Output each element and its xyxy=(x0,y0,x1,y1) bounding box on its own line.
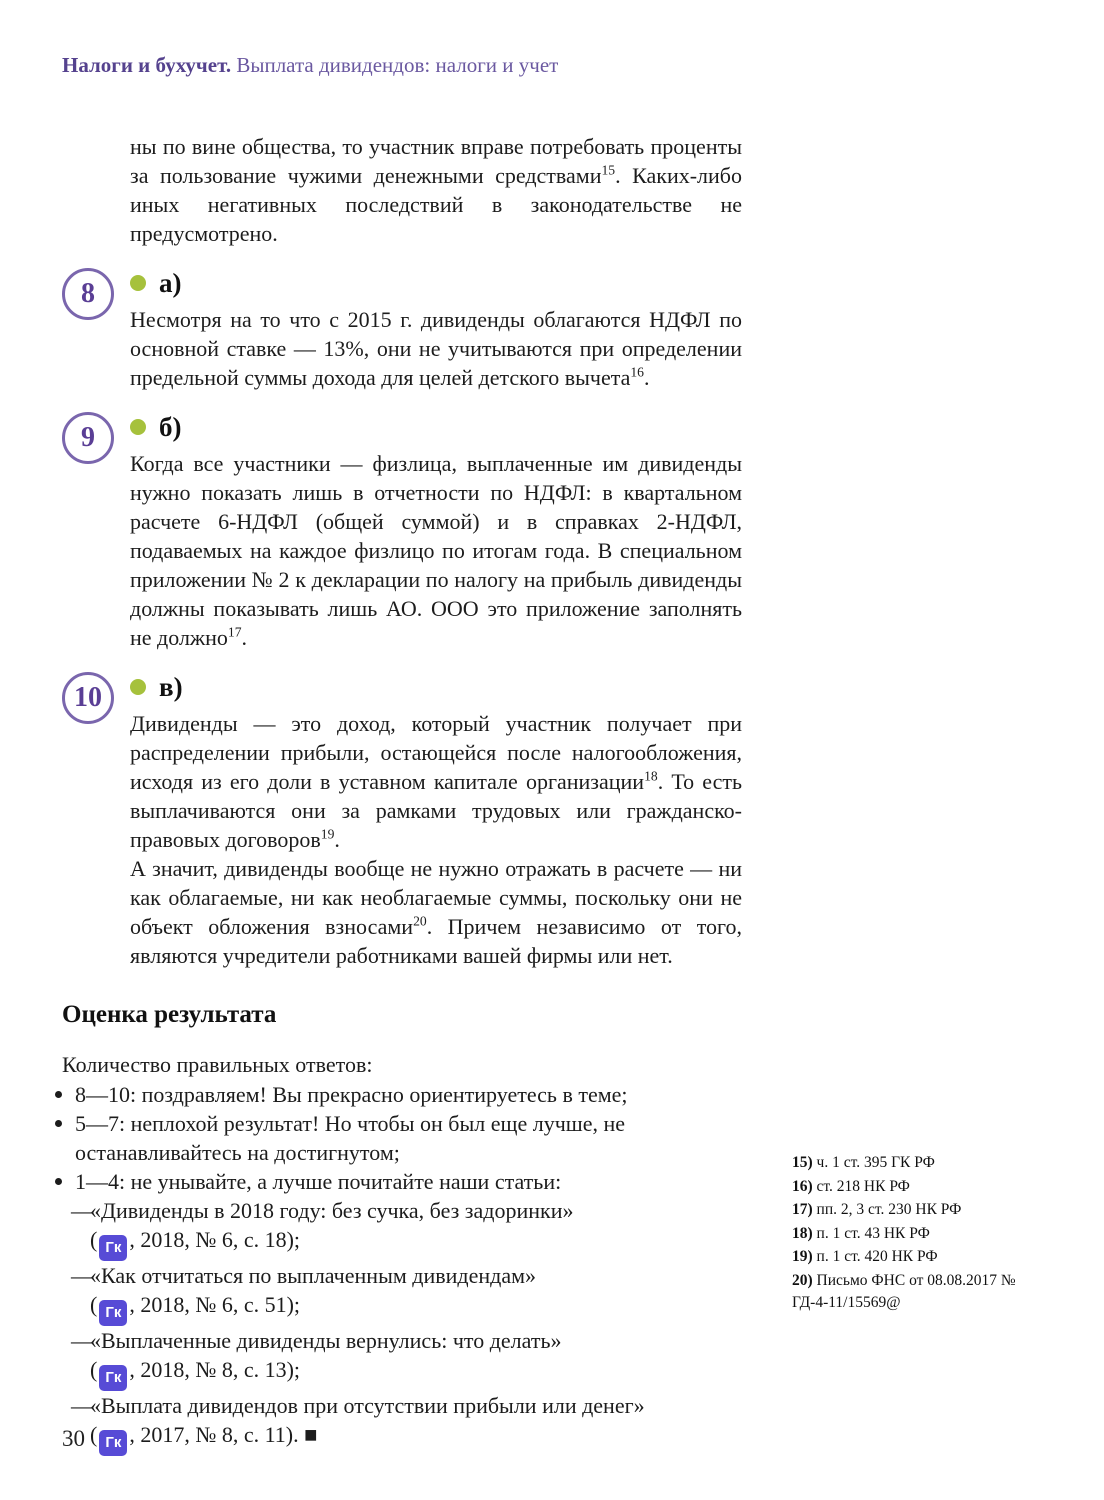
results-heading: Оценка результата xyxy=(62,1001,277,1028)
gk-magazine-badge-icon: Гк xyxy=(99,1365,127,1391)
answer-letter: б) xyxy=(159,412,182,442)
article-reference xyxy=(90,1355,742,1391)
footnote-label: 20) xyxy=(792,1271,813,1289)
score-item-text: 5—7: неплохой результат! Но чтобы он был еще лучше, не останавливайтесь на достигнутом; xyxy=(75,1111,626,1165)
recommended-articles-list xyxy=(72,1196,742,1456)
question-8 xyxy=(81,266,742,392)
ref-open: ( xyxy=(90,1227,98,1252)
article-item xyxy=(72,1326,742,1391)
running-head-article-title: Выплата дивидендов: налоги и учет xyxy=(231,53,559,77)
dash-marker: — xyxy=(71,1263,93,1288)
footnote xyxy=(792,1176,1020,1199)
answer-heading xyxy=(130,266,742,300)
footnote-text: п. 1 ст. 43 НК РФ xyxy=(816,1224,930,1242)
question-9 xyxy=(81,410,742,652)
answer-letter: в) xyxy=(159,672,183,702)
question-number-badge: 8 xyxy=(62,268,114,320)
answer-paragraph: А значит, дивиденды вообще не нужно отражать в расчете — ни как облагаемые, ни как необлагаемые суммы, поскольку они не объект обложения взносами$^{20}$. Причем независимо от того, являются учредители работниками вашей фирмы или нет. xyxy=(130,856,743,968)
footnote-text: п. 1 ст. 420 НК РФ xyxy=(816,1248,938,1265)
footnote-label: 16) xyxy=(792,1177,813,1195)
article-reference xyxy=(90,1420,742,1456)
score-item-text: 8—10: поздравляем! Вы прекрасно ориентируетесь в теме; xyxy=(75,1082,628,1107)
article-title: «Как отчитаться по выплаченным дивидендам» xyxy=(90,1263,537,1288)
dash-marker: — xyxy=(71,1328,93,1353)
results-lead: Количество правильных ответов: xyxy=(62,1052,373,1077)
gk-magazine-badge-icon: Гк xyxy=(99,1430,127,1456)
question-number-badge: 9 xyxy=(62,412,114,464)
footnote xyxy=(792,1152,1020,1175)
ref-rest: , 2018, № 6, с. 18); xyxy=(129,1227,301,1252)
footnotes-column xyxy=(792,1152,1020,1316)
article-item xyxy=(72,1261,742,1326)
article-title: «Дивиденды в 2018 году: без сучка, без задоринки» xyxy=(90,1198,574,1223)
gk-magazine-badge-icon: Гк xyxy=(99,1300,127,1326)
bullet-dot-icon xyxy=(130,679,146,695)
list-bullet-icon xyxy=(55,1178,62,1185)
score-item-text: 1—4: не унывайте, а лучше почитайте наши статьи: xyxy=(75,1169,562,1194)
ref-open: ( xyxy=(90,1422,98,1447)
article-item xyxy=(72,1196,742,1261)
results-section xyxy=(62,1000,742,1456)
answer-paragraph: Когда все участники — физлица, выплаченные им дивиденды нужно показать лишь в отчетности по НДФЛ: в квартальном расчете 6-НДФЛ (общей суммой) и в справках 2-НДФЛ, подаваемых на каждое физлицо по итогам года. В специальном приложении № 2 к декларации по налогу на прибыль дивиденды должны показывать лишь АО. ООО это приложение заполнять не должно$^{17}$. xyxy=(130,451,742,650)
list-bullet-icon xyxy=(55,1091,62,1098)
footnote xyxy=(792,1223,1020,1246)
dash-marker: — xyxy=(71,1198,93,1223)
footnote-text: Письмо ФНС от 08.08.2017 № ГД-4-11/15569@ xyxy=(792,1271,1016,1311)
footnote-text: ч. 1 ст. 395 ГК РФ xyxy=(816,1154,935,1171)
answer-paragraph: Несмотря на то что с 2015 г. дивиденды облагаются НДФЛ по основной ставке — 13%, они не учитываются при определении предельной суммы дохода для целей детского вычета$^{16}$. xyxy=(130,307,742,390)
ref-rest: , 2017, № 8, с. 11). ■ xyxy=(129,1422,318,1447)
article-reference xyxy=(90,1290,742,1326)
ref-open: ( xyxy=(90,1292,98,1317)
footnote-text: пп. 2, 3 ст. 230 НК РФ xyxy=(816,1201,962,1218)
footnote-text: ст. 218 НК РФ xyxy=(816,1177,910,1195)
question-number-badge: 10 xyxy=(62,672,114,724)
page-number: 30 xyxy=(62,1426,85,1451)
intro-paragraph: ны по вине общества, то участник вправе потребовать проценты за пользование чужими денежными средствами$^{15}$. Каких-либо иных негативных последствий в законодательстве не предусмотрено. xyxy=(130,134,742,246)
footnote xyxy=(792,1246,1020,1269)
score-item xyxy=(62,1080,742,1109)
ref-open: ( xyxy=(90,1357,98,1382)
answer-heading xyxy=(130,670,742,704)
footnote-label: 18) xyxy=(792,1224,813,1242)
footnote xyxy=(792,1199,1020,1222)
gk-magazine-badge-icon: Гк xyxy=(99,1235,127,1261)
footnote-label: 15) xyxy=(792,1154,813,1171)
footnote xyxy=(792,1270,1020,1315)
running-head-rubric: Налоги и бухучет. xyxy=(62,53,232,77)
article-title: «Выплата дивидендов при отсутствии прибыли или денег» xyxy=(90,1393,645,1418)
bullet-dot-icon xyxy=(130,419,146,435)
article-title: «Выплаченные дивиденды вернулись: что делать» xyxy=(90,1328,562,1353)
ref-rest: , 2018, № 6, с. 51); xyxy=(129,1292,301,1317)
answer-letter: а) xyxy=(159,268,182,298)
article-reference xyxy=(90,1225,742,1261)
article-item xyxy=(72,1391,742,1456)
ref-rest: , 2018, № 8, с. 13); xyxy=(129,1357,301,1382)
running-head xyxy=(62,52,558,78)
score-item xyxy=(62,1109,742,1167)
footnote-label: 17) xyxy=(792,1201,813,1218)
answer-paragraph: Дивиденды — это доход, который участник получает при распределении прибыли, остающейся после налогообложения, исходя из его доли в уставном капитале организации$^{18}$. То есть выплачиваются они за рамками трудовых или гражданско-правовых договоров$^{19}$. xyxy=(130,711,743,852)
list-bullet-icon xyxy=(55,1120,62,1127)
score-item xyxy=(62,1167,742,1196)
question-10 xyxy=(74,670,743,970)
footnote-label: 19) xyxy=(792,1248,813,1265)
answer-heading xyxy=(130,410,742,444)
dash-marker: — xyxy=(71,1393,93,1418)
bullet-dot-icon xyxy=(130,275,146,291)
